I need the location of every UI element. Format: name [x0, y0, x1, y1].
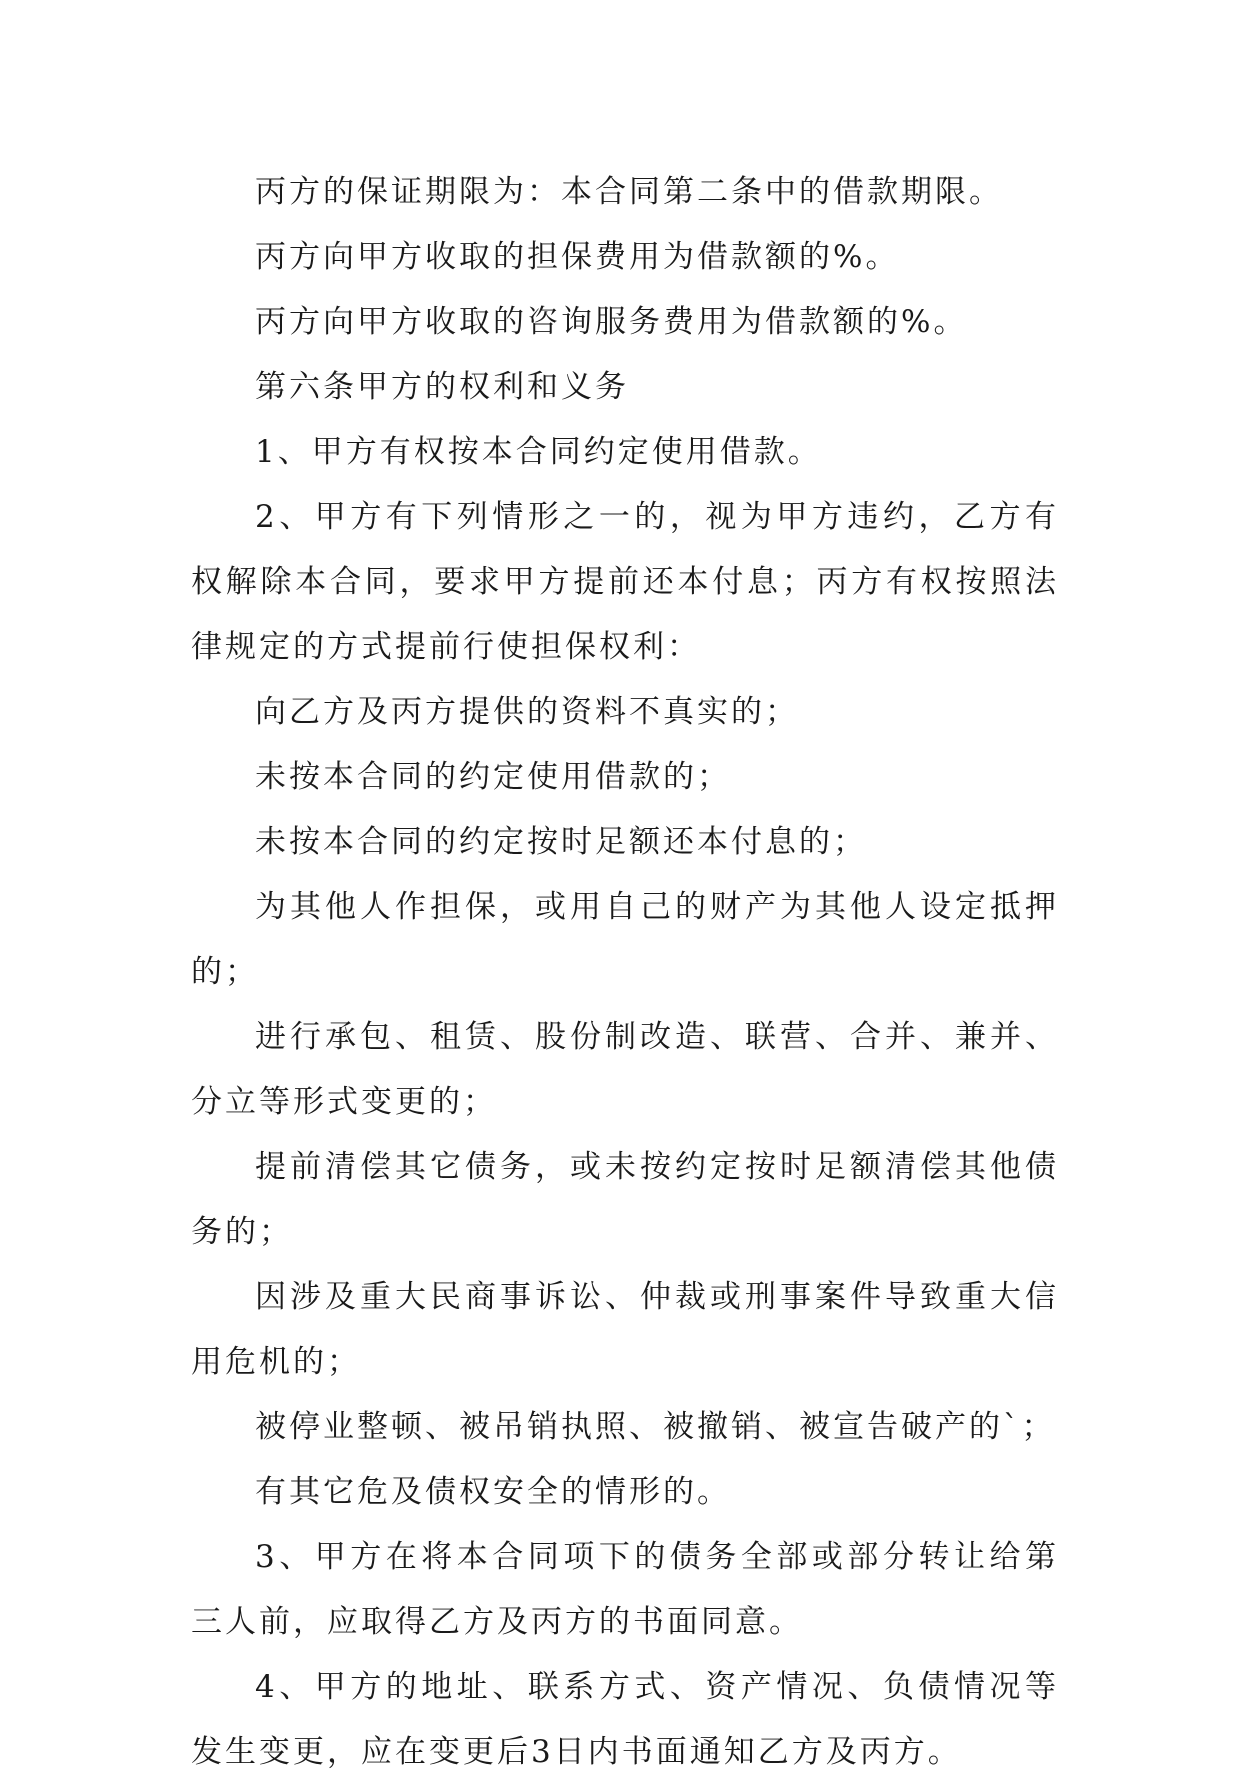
list-item-guarantee-others: 为其他人作担保，或用自己的财产为其他人设定抵押的；: [191, 889, 1059, 990]
list-item-litigation: 因涉及重大民商事诉讼、仲裁或刑事案件导致重大信用危机的；: [191, 1279, 1059, 1380]
list-item-misuse-loan: 未按本合同的约定使用借款的；: [255, 759, 731, 795]
list-item-false-info: 向乙方及丙方提供的资料不真实的；: [255, 694, 799, 730]
list-item-bankruptcy: 被停业整顿、被吊销执照、被撤销、被宣告破产的`；: [255, 1409, 1056, 1445]
paragraph-clause-2: 2、甲方有下列情形之一的，视为甲方违约，乙方有权解除本合同，要求甲方提前还本付息；丙方有权按照法律规定的方式提前行使担保权利：: [191, 499, 1059, 665]
paragraph-clause-4: 4、甲方的地址、联系方式、资产情况、负债情况等发生变更，应在变更后3日内书面通知乙方及丙方。: [191, 1669, 1059, 1770]
list-item-restructuring: 进行承包、租赁、股份制改造、联营、合并、兼并、分立等形式变更的；: [191, 1019, 1059, 1120]
paragraph-clause-1: 1、甲方有权按本合同约定使用借款。: [255, 434, 822, 470]
list-item-late-repayment: 未按本合同的约定按时足额还本付息的；: [255, 824, 867, 860]
paragraph-guarantee-fee: 丙方向甲方收取的担保费用为借款额的%。: [255, 239, 900, 275]
list-item-other-debts: 提前清偿其它债务，或未按约定按时足额清偿其他债务的；: [191, 1149, 1059, 1250]
document-body: [191, 160, 1059, 1785]
paragraph-consulting-fee: 丙方向甲方收取的咨询服务费用为借款额的%。: [255, 304, 968, 340]
paragraph-clause-3: 3、甲方在将本合同项下的债务全部或部分转让给第三人前，应取得乙方及丙方的书面同意。: [191, 1539, 1059, 1640]
paragraph-guarantee-period: 丙方的保证期限为：本合同第二条中的借款期限。: [255, 174, 1003, 210]
list-item-other-risks: 有其它危及债权安全的情形的。: [255, 1474, 731, 1510]
section-heading-article-six: 第六条甲方的权利和义务: [255, 369, 629, 405]
